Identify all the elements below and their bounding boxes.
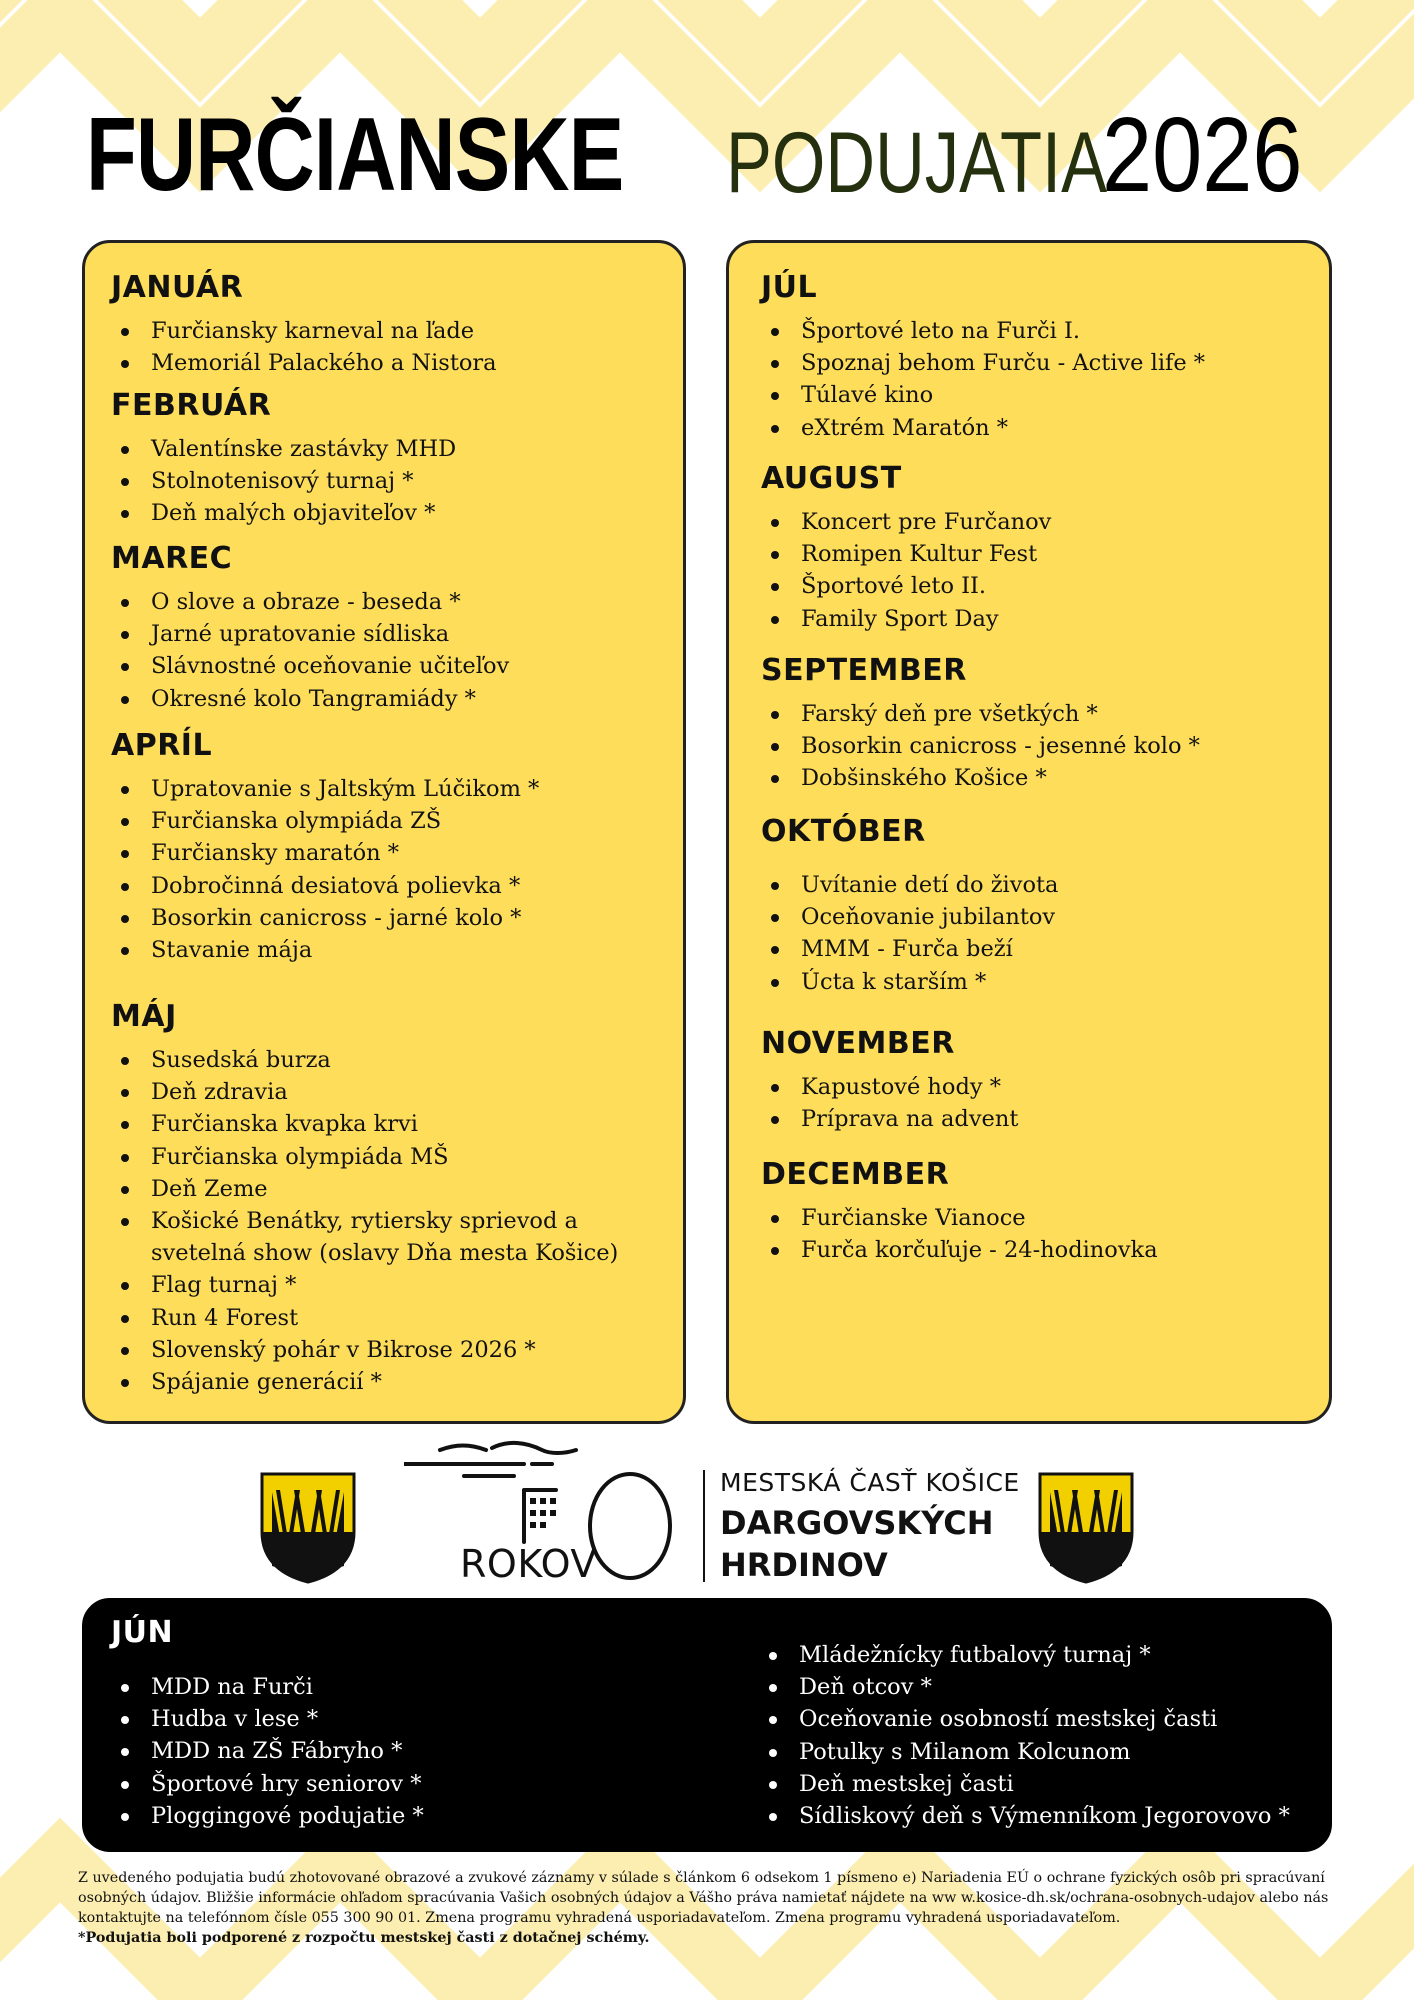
event-item: Romipen Kultur Fest — [761, 538, 1051, 570]
event-list-september — [761, 698, 1200, 795]
event-item: Upratovanie s Jaltským Lúčikom * — [111, 773, 539, 805]
month-heading-may: MÁJ — [111, 999, 177, 1034]
title-year: 2026 — [1102, 96, 1303, 214]
month-heading-october: OKTÓBER — [761, 814, 926, 849]
event-item: Dobročinná desiatová polievka * — [111, 870, 539, 902]
event-item: Sídliskový deň s Výmenníkom Jegorovovo * — [759, 1800, 1290, 1832]
event-list-october — [761, 869, 1058, 998]
event-list-august — [761, 506, 1051, 635]
district-name-line3: HRDINOV — [720, 1546, 888, 1584]
footer-disclaimer — [78, 1868, 1348, 1948]
event-item: Mládežnícky futbalový turnaj * — [759, 1639, 1290, 1671]
event-list-june-left — [111, 1671, 424, 1832]
event-item: Hudba v lese * — [111, 1703, 424, 1735]
coat-of-arms-icon — [258, 1470, 358, 1584]
rokov-label: ROKOV — [460, 1542, 597, 1586]
event-item: Potulky s Milanom Kolcunom — [759, 1736, 1290, 1768]
event-item: Športové hry seniorov * — [111, 1768, 424, 1800]
event-item: Okresné kolo Tangramiády * — [111, 683, 509, 715]
footer-text: Z uvedeného podujatia budú zhotovované obrazové a zvukové záznamy v súlade s článkom 6 odsekom 1 písmeno e) Nariadenia EÚ o ochrane fyzických osôb pri spracúvaní osobných údajov. Bližšie informácie ohľadom spracúvania Vašich osobných údajov a Vášho práva namietať nájdete na ww w.kosice-dh.sk/ochrana-osobnych-udajov alebo nás kontaktujte na telefónnom čísle 055 300 90 01. Zmena programu vyhradená usporiadavateľom. Zmena programu vyhradená usporiadavateľom. — [78, 1870, 1329, 1926]
event-item: Slovenský pohár v Bikrose 2026 * — [111, 1334, 631, 1366]
event-item: Spoznaj behom Furču - Active life * — [761, 347, 1205, 379]
events-card-first-half — [82, 240, 686, 1424]
event-item: Furčiansky karneval na ľade — [111, 315, 497, 347]
event-item: Stavanie mája — [111, 934, 539, 966]
event-item: MMM - Furča beží — [761, 933, 1058, 965]
month-heading-december: DECEMBER — [761, 1157, 950, 1192]
event-list-february — [111, 433, 456, 530]
event-item: Túlavé kino — [761, 379, 1205, 411]
event-list-may — [111, 1044, 631, 1398]
event-item: Bosorkin canicross - jesenné kolo * — [761, 730, 1200, 762]
event-item: Koncert pre Furčanov — [761, 506, 1051, 538]
event-item: MDD na Furči — [111, 1671, 424, 1703]
event-item: Family Sport Day — [761, 603, 1051, 635]
event-item: Príprava na advent — [761, 1103, 1018, 1135]
event-item: Deň otcov * — [759, 1671, 1290, 1703]
district-name-line2: DARGOVSKÝCH — [720, 1504, 994, 1542]
event-item: Športové leto na Furči I. — [761, 315, 1205, 347]
footer-note: *Podujatia boli podporené z rozpočtu mestskej časti z dotačnej schémy. — [78, 1930, 650, 1946]
district-name-line1: MESTSKÁ ČASŤ KOŠICE — [720, 1468, 1020, 1497]
event-item: Deň mestskej časti — [759, 1768, 1290, 1800]
event-item: eXtrém Maratón * — [761, 412, 1205, 444]
event-item: Deň zdravia — [111, 1076, 631, 1108]
event-item: Susedská burza — [111, 1044, 631, 1076]
logo-strip — [0, 1430, 1414, 1600]
month-heading-september: SEPTEMBER — [761, 653, 967, 688]
event-item: Furča korčuľuje - 24-hodinovka — [761, 1234, 1158, 1266]
event-list-november — [761, 1071, 1018, 1135]
event-item: Valentínske zastávky MHD — [111, 433, 456, 465]
month-heading-july: JÚL — [761, 270, 818, 305]
logo-divider — [703, 1470, 705, 1582]
event-item: Športové leto II. — [761, 570, 1051, 602]
month-heading-june: JÚN — [111, 1615, 174, 1650]
event-item: Deň malých objaviteľov * — [111, 497, 456, 529]
month-heading-april: APRÍL — [111, 728, 213, 763]
event-item: Farský deň pre všetkých * — [761, 698, 1200, 730]
event-list-april — [111, 773, 539, 966]
event-item: Úcta k starším * — [761, 966, 1058, 998]
event-item: Dobšinského Košice * — [761, 762, 1200, 794]
events-card-second-half — [726, 240, 1332, 1424]
event-item: Deň Zeme — [111, 1173, 631, 1205]
event-item: Furčianska kvapka krvi — [111, 1108, 631, 1140]
event-item: Memoriál Palackého a Nistora — [111, 347, 497, 379]
month-heading-march: MAREC — [111, 541, 233, 576]
event-list-june-right — [759, 1639, 1290, 1832]
event-list-december — [761, 1202, 1158, 1266]
month-heading-january: JANUÁR — [111, 270, 244, 305]
title-word-podujatia: PODUJATIA — [726, 115, 1107, 211]
event-item: Furčianska olympiáda ZŠ — [111, 805, 539, 837]
month-heading-august: AUGUST — [761, 461, 902, 496]
event-item: Furčiansky maratón * — [111, 837, 539, 869]
page-title — [86, 95, 1346, 215]
event-item: Furčianske Vianoce — [761, 1202, 1158, 1234]
event-item: Oceňovanie jubilantov — [761, 901, 1058, 933]
title-word-furcianske: FURČIANSKE — [86, 97, 624, 213]
event-item: Furčianska olympiáda MŠ — [111, 1141, 631, 1173]
month-heading-february: FEBRUÁR — [111, 388, 272, 423]
event-item: MDD na ZŠ Fábryho * — [111, 1735, 424, 1767]
event-item: Run 4 Forest — [111, 1302, 631, 1334]
event-item: Slávnostné oceňovanie učiteľov — [111, 650, 509, 682]
coat-of-arms-icon — [1036, 1470, 1136, 1584]
event-item: Kapustové hody * — [761, 1071, 1018, 1103]
event-item: Bosorkin canicross - jarné kolo * — [111, 902, 539, 934]
event-item: Spájanie generácií * — [111, 1366, 631, 1398]
event-item: Ploggingové podujatie * — [111, 1800, 424, 1832]
event-item: O slove a obraze - beseda * — [111, 586, 509, 618]
event-list-march — [111, 586, 509, 715]
event-list-january — [111, 315, 497, 379]
event-item: Jarné upratovanie sídliska — [111, 618, 509, 650]
event-item: Oceňovanie osobností mestskej časti — [759, 1703, 1290, 1735]
event-item: Košické Benátky, rytiersky sprievod a svetelná show (oslavy Dňa mesta Košice) — [111, 1205, 631, 1269]
event-item: Uvítanie detí do života — [761, 869, 1058, 901]
event-item: Flag turnaj * — [111, 1269, 631, 1301]
event-list-july — [761, 315, 1205, 444]
events-card-june — [82, 1598, 1332, 1852]
month-heading-november: NOVEMBER — [761, 1026, 955, 1061]
event-item: Stolnotenisový turnaj * — [111, 465, 456, 497]
